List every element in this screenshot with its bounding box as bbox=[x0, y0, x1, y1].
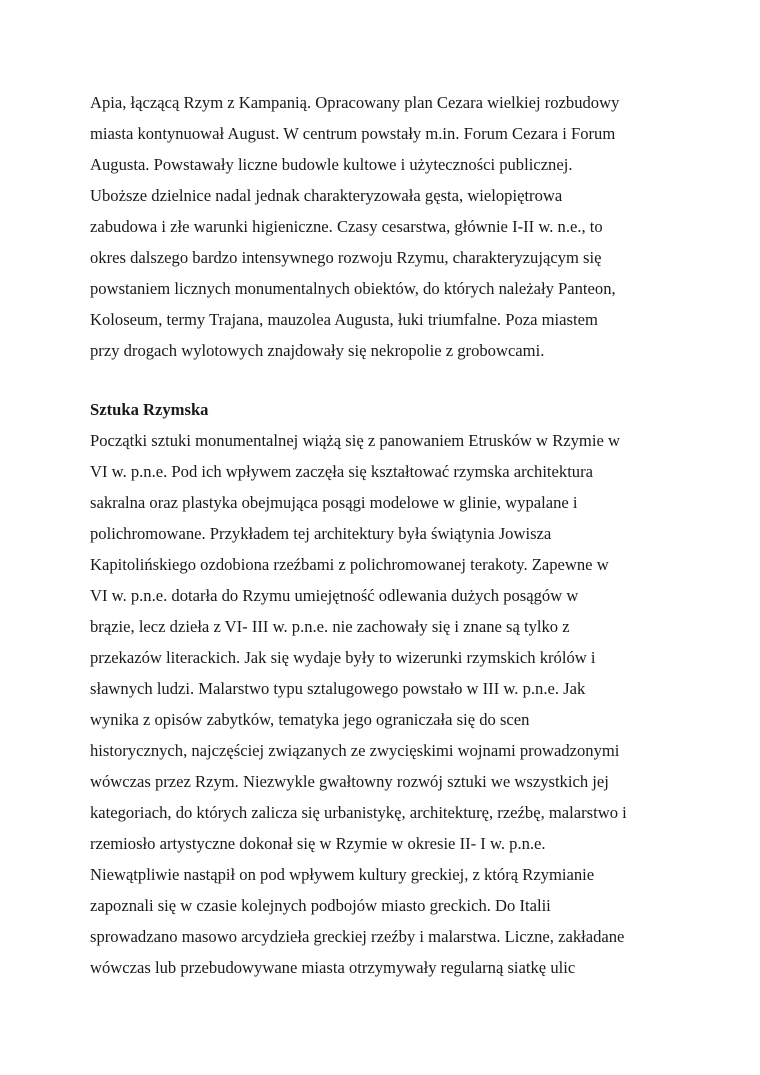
text-line: zapoznali się w czasie kolejnych podbojów miasto greckich. Do Italii bbox=[90, 896, 551, 915]
text-line: wówczas lub przebudowywane miasta otrzymywały regularną siatkę ulic bbox=[90, 958, 576, 977]
text-line: sprowadzano masowo arcydzieła greckiej rzeźby i malarstwa. Liczne, zakładane bbox=[90, 927, 625, 946]
text-line: okres dalszego bardzo intensywnego rozwoju Rzymu, charakteryzującym się bbox=[90, 248, 602, 267]
text-line: powstaniem licznych monumentalnych obiektów, do których należały Panteon, bbox=[90, 279, 616, 298]
text-line: zabudowa i złe warunki higieniczne. Czasy cesarstwa, głównie I-II w. n.e., to bbox=[90, 217, 603, 236]
text-line: przy drogach wylotowych znajdowały się nekropolie z grobowcami. bbox=[90, 341, 545, 360]
text-line: kategoriach, do których zalicza się urbanistykę, architekturę, rzeźbę, malarstwo i bbox=[90, 803, 627, 822]
text-line: przekazów literackich. Jak się wydaje były to wizerunki rzymskich królów i bbox=[90, 648, 596, 667]
text-line: rzemiosło artystyczne dokonał się w Rzymie w okresie II- I w. p.n.e. bbox=[90, 834, 546, 853]
text-line: Uboższe dzielnice nadal jednak charakteryzowała gęsta, wielopiętrowa bbox=[90, 186, 563, 205]
text-line: sławnych ludzi. Malarstwo typu sztalugowego powstało w III w. p.n.e. Jak bbox=[90, 679, 586, 698]
text-line: Koloseum, termy Trajana, mauzolea Augusta, łuki triumfalne. Poza miastem bbox=[90, 310, 598, 329]
text-line: Kapitolińskiego ozdobiona rzeźbami z polichromowanej terakoty. Zapewne w bbox=[90, 555, 609, 574]
text-line: Niewątpliwie nastąpił on pod wpływem kultury greckiej, z którą Rzymianie bbox=[90, 865, 595, 884]
paragraph-rome-urban-development bbox=[90, 87, 690, 366]
text-line: Apia, łączącą Rzym z Kampanią. Opracowany plan Cezara wielkiej rozbudowy bbox=[90, 93, 620, 112]
paragraph-roman-art bbox=[90, 425, 690, 983]
text-line: historycznych, najczęściej związanych ze zwycięskimi wojnami prowadzonymi bbox=[90, 741, 620, 760]
text-line: VI w. p.n.e. dotarła do Rzymu umiejętność odlewania dużych posągów w bbox=[90, 586, 579, 605]
text-line: wynika z opisów zabytków, tematyka jego ograniczała się do scen bbox=[90, 710, 530, 729]
text-line: sakralna oraz plastyka obejmująca posągi modelowe w glinie, wypalane i bbox=[90, 493, 578, 512]
text-line: brązie, lecz dzieła z VI- III w. p.n.e. nie zachowały się i znane są tylko z bbox=[90, 617, 570, 636]
text-line: miasta kontynuował August. W centrum powstały m.in. Forum Cezara i Forum bbox=[90, 124, 616, 143]
text-line: Augusta. Powstawały liczne budowle kultowe i użyteczności publicznej. bbox=[90, 155, 573, 174]
section-heading: Sztuka Rzymska bbox=[90, 400, 209, 419]
text-line: Początki sztuki monumentalnej wiążą się z panowaniem Etrusków w Rzymie w bbox=[90, 431, 620, 450]
text-line: VI w. p.n.e. Pod ich wpływem zaczęła się kształtować rzymska architektura bbox=[90, 462, 593, 481]
text-line: wówczas przez Rzym. Niezwykle gwałtowny rozwój sztuki we wszystkich jej bbox=[90, 772, 609, 791]
text-line: polichromowane. Przykładem tej architektury była świątynia Jowisza bbox=[90, 524, 552, 543]
